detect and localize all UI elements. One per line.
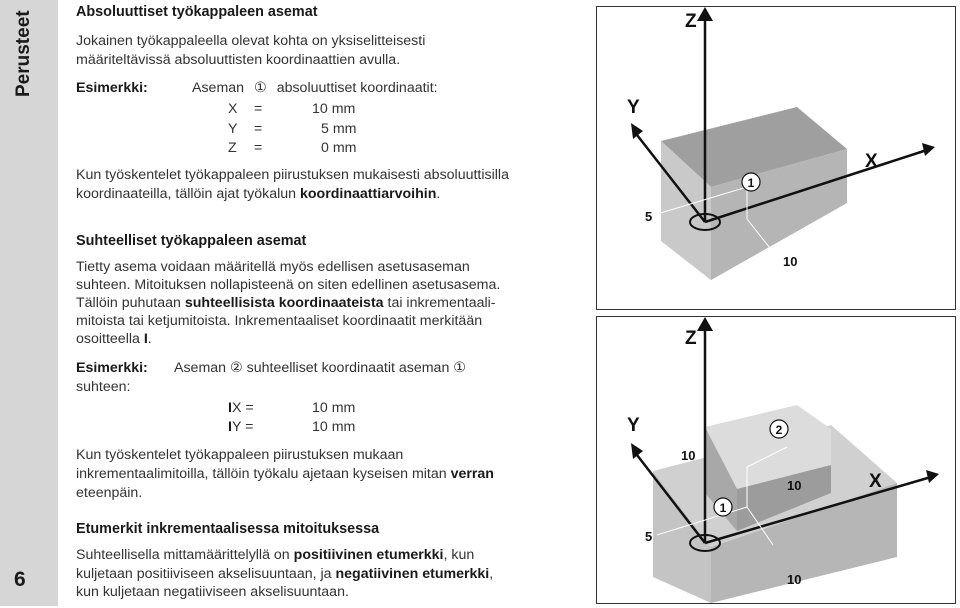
emphasis: I bbox=[143, 331, 148, 347]
coord-value: 10 mm bbox=[312, 400, 356, 416]
coord-value: 10 mm bbox=[312, 101, 356, 117]
z-arrow-icon bbox=[697, 7, 713, 21]
page-number: 6 bbox=[14, 568, 26, 591]
figure-incremental-coordinates bbox=[596, 316, 956, 604]
dimension-x-label: 10 bbox=[783, 254, 798, 269]
section-tab-title: Perusteet bbox=[13, 10, 34, 97]
text-span: Suhteellisella mittamäärittelyllä on bbox=[76, 547, 294, 563]
text-span: koordinaateilla, tällöin ajat työkalun bbox=[76, 186, 300, 202]
paragraph-line: Tietty asema voidaan määritellä myös edellisen asetusaseman bbox=[76, 259, 470, 275]
text-span: inkrementaalimitoilla, tällöin työkalu ajetaan kyseisen mitan bbox=[76, 466, 451, 482]
coord-axis: X = bbox=[231, 400, 254, 416]
emphasis: suhteellisista koordinaateista bbox=[184, 295, 384, 311]
coord-eq: = bbox=[254, 121, 263, 137]
z-axis-label: Z bbox=[685, 11, 697, 32]
text-span: Tällöin puhutaan bbox=[76, 295, 185, 311]
paragraph-line: Jokainen työkappaleella olevat kohta on yksiselitteisesti bbox=[76, 33, 426, 49]
text-span: , bbox=[489, 566, 494, 582]
coord-axis: Z bbox=[228, 140, 237, 156]
coord-value: 10 mm bbox=[312, 419, 356, 435]
paragraph-line: Kun työskentelet työkappaleen piirustuksen mukaan bbox=[76, 447, 404, 463]
paragraph-line: eteenpäin. bbox=[76, 485, 143, 501]
paragraph-line: määriteltävissä absoluuttisten koordinaattien avulla. bbox=[76, 52, 401, 68]
text-span: , kun bbox=[443, 547, 475, 563]
dimension-y2-label: 5 bbox=[645, 529, 653, 544]
coord-eq: = bbox=[254, 140, 263, 156]
figure-absolute-coordinates bbox=[596, 6, 956, 310]
coord-row bbox=[228, 418, 253, 437]
emphasis: koordinaattiarvoihin bbox=[300, 186, 437, 202]
marker-1-label: 1 bbox=[747, 176, 755, 190]
emphasis: negatiivinen etumerkki bbox=[335, 566, 490, 582]
incremental-prefix: I bbox=[228, 419, 232, 435]
paragraph-line: kun kuljetaan negatiiviseen akselisuuntaan. bbox=[76, 584, 349, 600]
text-span: tai inkrementaali- bbox=[383, 295, 496, 311]
z-arrow-icon bbox=[697, 317, 713, 331]
paragraph-line: mitoista tai ketjumitoista. Inkrementaaliset koordinaatit merkitään bbox=[76, 313, 483, 329]
coord-value: 5 mm bbox=[321, 121, 357, 137]
paragraph-line bbox=[76, 465, 494, 484]
example-text bbox=[192, 79, 438, 98]
coord-axis: Y = bbox=[231, 419, 254, 435]
sidebar bbox=[0, 0, 58, 606]
dimension-y1-label: 10 bbox=[681, 448, 696, 463]
x-arrow-icon bbox=[922, 143, 935, 156]
dimension-x2-label: 10 bbox=[787, 572, 802, 587]
text-span: kuljetaan positiiviseen akselisuuntaan, ja bbox=[76, 566, 336, 582]
example-text-post: absoluuttiset koordinaatit: bbox=[276, 80, 438, 96]
example-text: suhteen: bbox=[76, 379, 131, 395]
paragraph-line: Kun työskentelet työkappaleen piirustuksen mukaisesti absoluuttisilla bbox=[76, 167, 509, 183]
paragraph-line bbox=[76, 330, 152, 349]
paragraph-line bbox=[76, 185, 440, 204]
section-heading-signs: Etumerkit inkrementaalisessa mitoituksessa bbox=[76, 521, 380, 537]
y-axis-label: Y bbox=[627, 97, 640, 118]
paragraph-line bbox=[76, 294, 496, 313]
paragraph-line bbox=[76, 565, 493, 584]
x-axis-label: X bbox=[869, 471, 882, 492]
section-heading-absolute: Absoluuttiset työkappaleen asemat bbox=[76, 4, 318, 20]
paragraph-line bbox=[76, 546, 474, 565]
position-marker-1: ① bbox=[254, 80, 267, 96]
text-span: osoitteella bbox=[76, 331, 144, 347]
incremental-prefix: I bbox=[228, 400, 232, 416]
coord-axis: Y bbox=[228, 121, 238, 137]
emphasis: verran bbox=[450, 466, 494, 482]
example-label: Esimerkki: bbox=[76, 80, 148, 96]
emphasis: positiivinen etumerkki bbox=[293, 547, 444, 563]
dimension-x1-label: 10 bbox=[787, 478, 802, 493]
section-heading-relative: Suhteelliset työkappaleen asemat bbox=[76, 233, 307, 249]
text-span: . bbox=[436, 186, 441, 202]
marker-2-label: 2 bbox=[775, 423, 783, 437]
paragraph-line: suhteen. Mitoituksen nollapisteenä on siten edellinen asetusasema. bbox=[76, 277, 501, 293]
coord-value: 0 mm bbox=[321, 140, 357, 156]
coord-axis: X bbox=[228, 101, 238, 117]
example-text-pre: Aseman bbox=[192, 80, 245, 96]
x-axis-label: X bbox=[865, 151, 878, 172]
coord-row bbox=[228, 399, 254, 418]
diagram-absolute bbox=[597, 7, 955, 309]
diagram-incremental bbox=[597, 317, 955, 603]
dimension-y-label: 5 bbox=[645, 209, 653, 224]
example-label: Esimerkki: bbox=[76, 360, 148, 376]
example-text: Aseman ② suhteelliset koordinaatit aseman ① bbox=[174, 360, 466, 376]
z-axis-label: Z bbox=[685, 328, 697, 349]
y-axis-label: Y bbox=[627, 415, 640, 436]
coord-eq: = bbox=[254, 101, 263, 117]
text-span: . bbox=[147, 331, 152, 347]
x-arrow-icon bbox=[926, 470, 939, 483]
marker-1-label: 1 bbox=[719, 501, 727, 515]
